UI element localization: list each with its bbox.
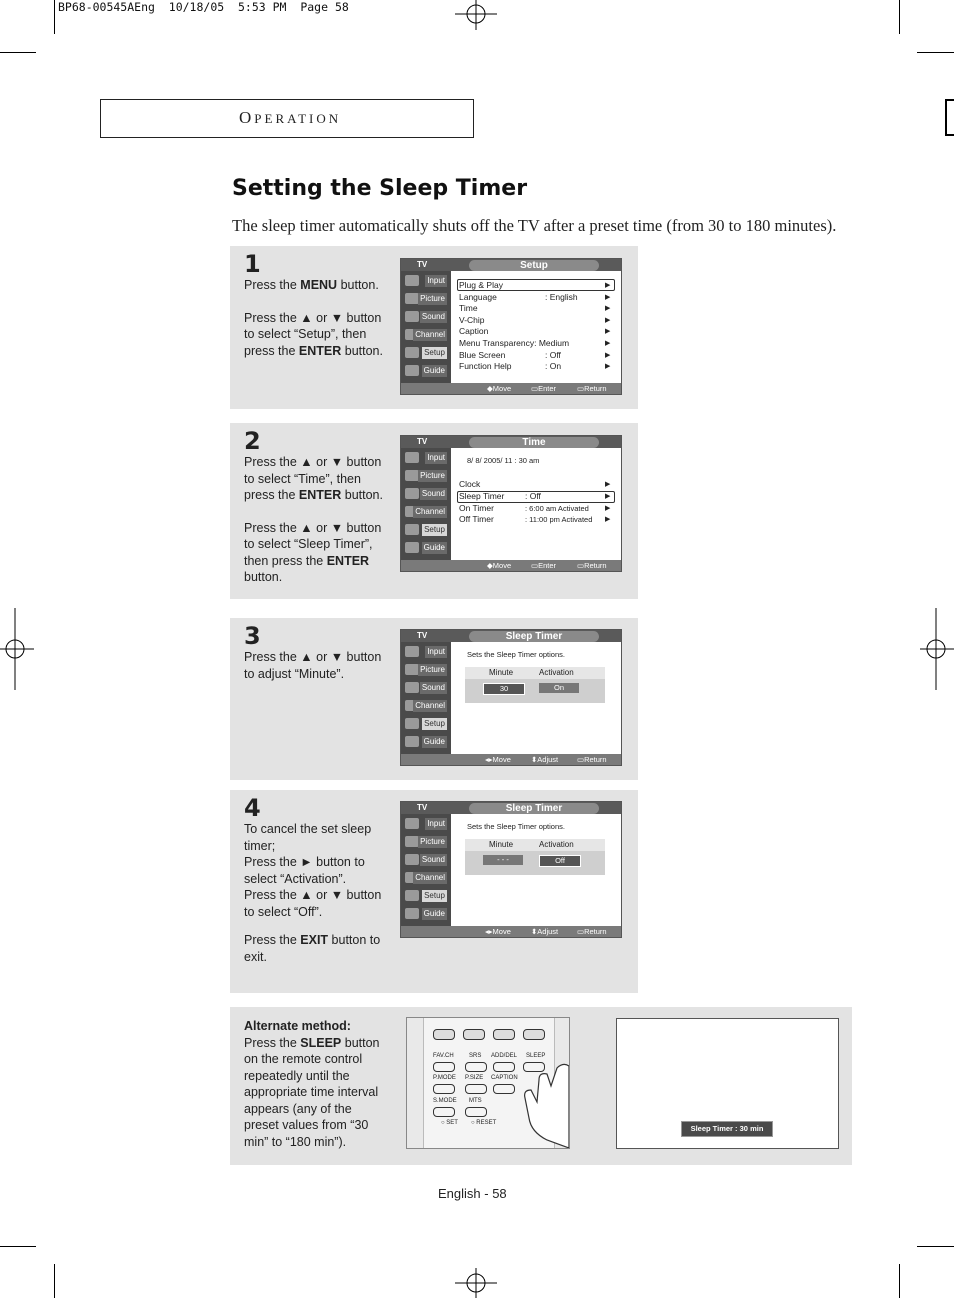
menu-footer: ◆ Move ▭ Enter ▭ Return [401,560,621,571]
step-number: 4 [244,794,261,822]
guide-icon [405,908,419,919]
crop-mark [0,52,36,53]
step-3-panel [230,618,638,780]
input-icon [405,452,419,463]
crop-mark [917,1246,954,1247]
setup-icon [405,347,419,358]
tv-menu-screen: TV Setup Input Picture Sound Channel Setup Guide Plug & Play ▶ Language : English ▶ Time ▶ V-Chip ▶ Caption ▶ Menu Transparency: Medium ▶ Blue Screen : Off ▶ Function Help : On ▶ ◆ Move ▭ Enter ▭ Return [400,258,622,395]
menu-title: Time [469,437,599,448]
section-label: OPERATION [239,108,342,127]
minute-value: 30 [483,683,525,695]
setup-icon [405,890,419,901]
page-number: English - 58 [438,1186,507,1201]
activation-value: Off [539,855,581,867]
step-number: 1 [244,250,261,278]
print-header: BP68-00545AEng 10/18/05 5:53 PM Page 58 [58,0,349,14]
sound-icon [405,682,419,693]
crop-mark [899,1264,900,1298]
menu-title: Setup [469,260,599,271]
guide-icon [405,365,419,376]
registration-mark-top [455,0,497,30]
sound-icon [405,488,419,499]
crop-mark [54,0,55,34]
step-instructions: To cancel the set sleep timer; Press the ► button to select “Activation”. Press the ▲ or ▼ button to select “Off”. Press the EXIT button to exit. [244,822,382,964]
menu-sidebar: Input Picture Sound Channel Setup Guide [401,642,451,755]
play-pause-icon [493,1029,515,1040]
menu-footer: ◆ Move ▭ Enter ▭ Return [401,383,621,394]
sound-icon [405,311,419,322]
setup-icon [405,524,419,535]
guide-icon [405,736,419,747]
menu-sidebar: Input Picture Sound Channel Setup Guide [401,814,451,927]
picture-icon [405,664,419,675]
step-4-panel [230,790,638,993]
page-title: Setting the Sleep Timer [232,176,528,201]
intro-text: The sleep timer automatically shuts off the TV after a preset time (from 30 to 180 minutes). [232,216,837,235]
pointing-hand-icon [517,1040,569,1148]
step-instructions: Press the MENU button. Press the ▲ or ▼ button to select “Setup”, then press the ENTER button. [244,278,383,358]
stop-icon [463,1029,485,1040]
picture-icon [405,470,419,481]
menu-title: Sleep Timer [469,631,599,642]
step-number: 3 [244,622,261,650]
input-icon [405,275,419,286]
registration-mark-left [0,608,34,690]
sleep-timer-options: Minute Activation - - - Off [465,839,605,875]
step-2-panel [230,423,638,599]
sleep-timer-options: Minute Activation 30 On [465,667,605,703]
crop-mark [917,52,954,53]
tv-menu-screen: TV Sleep Timer Input Picture Sound Channel Setup Guide Sets the Sleep Timer options. Minute Activation 30 On ◂▸ Move ⬍ Adjust ▭ Return [400,629,622,766]
minute-value: - - - [483,855,523,865]
edge-tab [945,99,954,136]
setup-icon [405,718,419,729]
sound-icon [405,854,419,865]
rewind-icon [433,1029,455,1040]
remote-control-illustration: FAV.CH SRS ADD/DEL SLEEP P.MODE P.SIZE CAPTION S.MODE MTS ○ SET ○ RESET [406,1017,570,1149]
alternate-instructions: Alternate method: Press the SLEEP button on the remote control repeatedly until the appropriate time interval appears (any of the preset values from “30 min” to “180 min”). [244,1019,380,1149]
registration-mark-right [920,608,954,690]
tv-menu-screen: TV Time Input Picture Sound Channel Setup Guide 8/ 8/ 2005/ 11 : 30 am Clock ▶ Sleep Timer : Off ▶ On Timer : 6:00 am Activated ▶ Off Timer : 11:00 pm Activated ▶ ◆ Move ▭ Enter ▭ Return [400,435,622,572]
activation-value: On [539,683,579,693]
input-icon [405,818,419,829]
menu-footer: ◂▸ Move ⬍ Adjust ▭ Return [401,754,621,765]
crop-mark [0,1246,36,1247]
menu-sidebar: Input Picture Sound Channel Setup Guide [401,448,451,561]
step-number: 2 [244,427,261,455]
crop-mark [899,0,900,34]
crop-mark [54,1264,55,1298]
tv-menu-screen: TV Sleep Timer Input Picture Sound Channel Setup Guide Sets the Sleep Timer options. Minute Activation - - - Off ◂▸ Move ⬍ Adjust ▭ Return [400,801,622,938]
fast-forward-icon [523,1029,545,1040]
step-instructions: Press the ▲ or ▼ button to adjust “Minute”. [244,650,382,681]
menu-footer: ◂▸ Move ⬍ Adjust ▭ Return [401,926,621,937]
menu-title: Sleep Timer [469,803,599,814]
picture-icon [405,293,419,304]
picture-icon [405,836,419,847]
input-icon [405,646,419,657]
registration-mark-bottom [455,1268,497,1298]
step-1-panel [230,246,638,409]
section-header-box [100,99,474,138]
step-instructions: Press the ▲ or ▼ button to select “Time”, then press the ENTER button. Press the ▲ or ▼ button to select “Sleep Timer”, then press the ENTER button. [244,455,383,584]
tv-screen-illustration [616,1018,839,1149]
menu-sidebar: Input Picture Sound Channel Setup Guide [401,271,451,384]
guide-icon [405,542,419,553]
sleep-timer-badge: Sleep Timer : 30 min [681,1121,773,1137]
